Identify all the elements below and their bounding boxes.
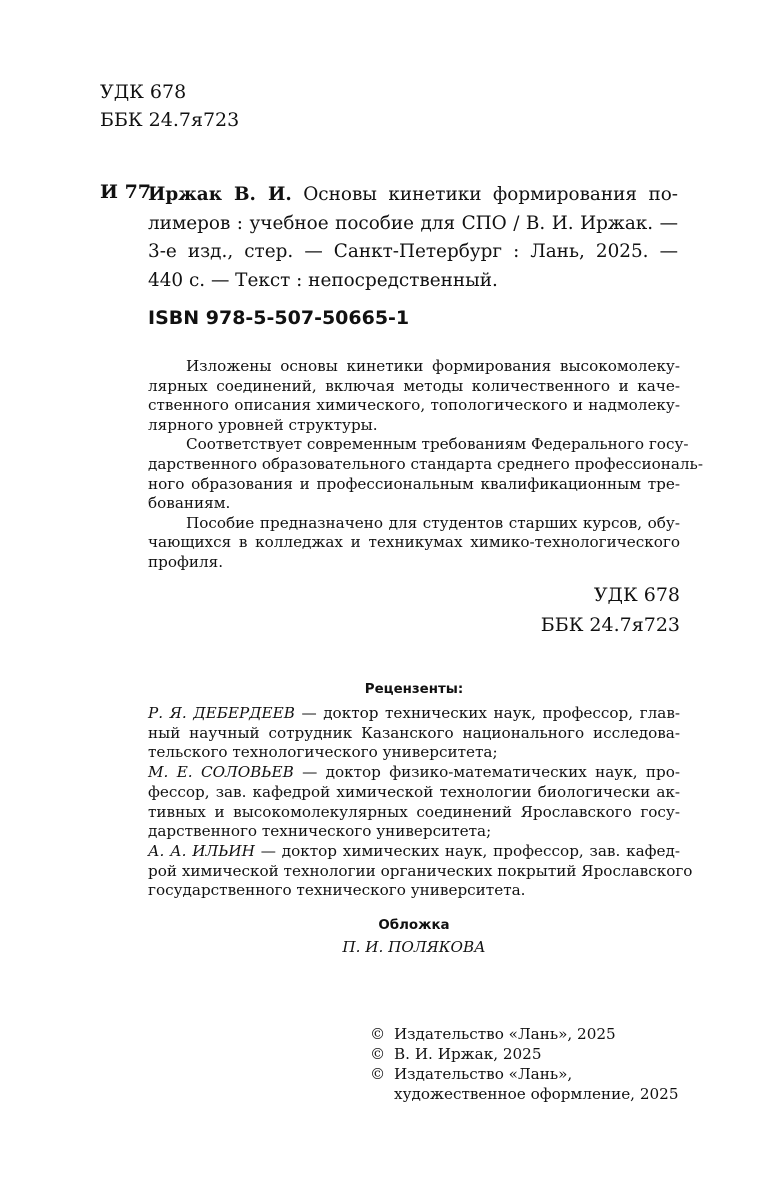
abstract-line: лярных соединений, включая методы количественного и каче- xyxy=(148,376,680,395)
udk-code-bottom: УДК 678 xyxy=(593,584,680,606)
reviewer-line: Р. Я. ДЕБЕРДЕЕВ — доктор технических наук, профессор, глав- xyxy=(148,704,680,722)
copyright-block xyxy=(370,1024,679,1104)
reviewer-name: М. Е. СОЛОВЬЕВ xyxy=(148,763,294,782)
abstract-line: Пособие предназначено для студентов старших курсов, обу- xyxy=(186,513,680,532)
copyright-icon: © xyxy=(370,1065,386,1083)
bottom-classification-codes xyxy=(540,580,680,640)
cover-designer: П. И. ПОЛЯКОВА xyxy=(342,938,486,956)
cover-heading: Обложка xyxy=(378,918,450,933)
copyright-icon: © xyxy=(370,1045,386,1063)
reviewer-name: А. А. ИЛЬИН xyxy=(148,841,255,860)
udk-code-top: УДК 678 xyxy=(100,81,187,103)
isbn: ISBN 978-5-507-50665-1 xyxy=(148,307,410,329)
abstract-line: профиля. xyxy=(148,552,224,571)
reviewers-heading: Рецензенты: xyxy=(364,682,464,697)
biblio-line-3: 3-е изд., стер. — Санкт-Петербург : Лань, 2025. — xyxy=(148,241,678,262)
reviewer-line: тельского технологического университета; xyxy=(148,743,498,762)
bibliographic-entry xyxy=(148,181,678,295)
abstract-line: бованиям. xyxy=(148,494,231,513)
reviewer-line: государственного технического университета. xyxy=(148,881,526,900)
reviewer-line: фессор, зав. кафедрой химической технологии биологически ак- xyxy=(148,782,680,801)
reviewer-line: дарственного технического университета; xyxy=(148,822,492,841)
abstract-line: чающихся в колледжах и техникумах химико-технологического xyxy=(148,533,680,552)
reviewer-line: М. Е. СОЛОВЬЕВ — доктор физико-математических наук, про- xyxy=(148,763,680,782)
abstract-line: Соответствует современным требованиям Федерального госу- xyxy=(186,435,689,454)
copyright-line-continued: художественное оформление, 2025 xyxy=(394,1085,679,1103)
reviewers-list xyxy=(148,704,693,901)
title-start: Основы кинетики формирования по- xyxy=(303,184,678,205)
reviewer-line: тивных и высокомолекулярных соединений Ярославского госу- xyxy=(148,802,680,821)
bbk-code-top: ББК 24.7я723 xyxy=(100,109,240,131)
abstract-line: лярного уровней структуры. xyxy=(148,415,378,434)
copyright-line: © Издательство «Лань», xyxy=(370,1065,573,1083)
reviewer-line: А. А. ИЛЬИН — доктор химических наук, профессор, зав. кафед- xyxy=(148,841,680,860)
reviewer-name: Р. Я. ДЕБЕРДЕЕВ xyxy=(148,704,295,722)
copyright-line: © В. И. Иржак, 2025 xyxy=(370,1045,542,1063)
copyright-icon: © xyxy=(370,1025,386,1043)
abstract-line: ного образования и профессиональным квалификационным тре- xyxy=(148,474,680,493)
abstract-line: дарственного образовательного стандарта среднего профессиональ- xyxy=(148,454,703,473)
biblio-line-2: лимеров : учебное пособие для СПО / В. И. Иржак. — xyxy=(148,212,678,234)
biblio-line-4: 440 с. — Текст : непосредственный. xyxy=(148,269,498,291)
abstract-line: ственного описания химического, топологического и надмолеку- xyxy=(148,396,680,415)
top-classification-codes xyxy=(100,78,239,134)
copyright-line: © Издательство «Лань», 2025 xyxy=(370,1025,616,1043)
author-name: Иржак В. И. xyxy=(148,184,292,205)
reviewer-line: ный научный сотрудник Казанского национального исследова- xyxy=(148,723,680,742)
author-mark: И 77 xyxy=(100,181,152,203)
abstract-line: Изложены основы кинетики формирования высокомолеку- xyxy=(186,357,680,375)
reviewer-line: рой химической технологии органических покрытий Ярославского xyxy=(148,861,693,880)
abstract xyxy=(148,357,703,573)
biblio-line-1 xyxy=(148,181,678,210)
bbk-code-bottom: ББК 24.7я723 xyxy=(540,614,680,636)
